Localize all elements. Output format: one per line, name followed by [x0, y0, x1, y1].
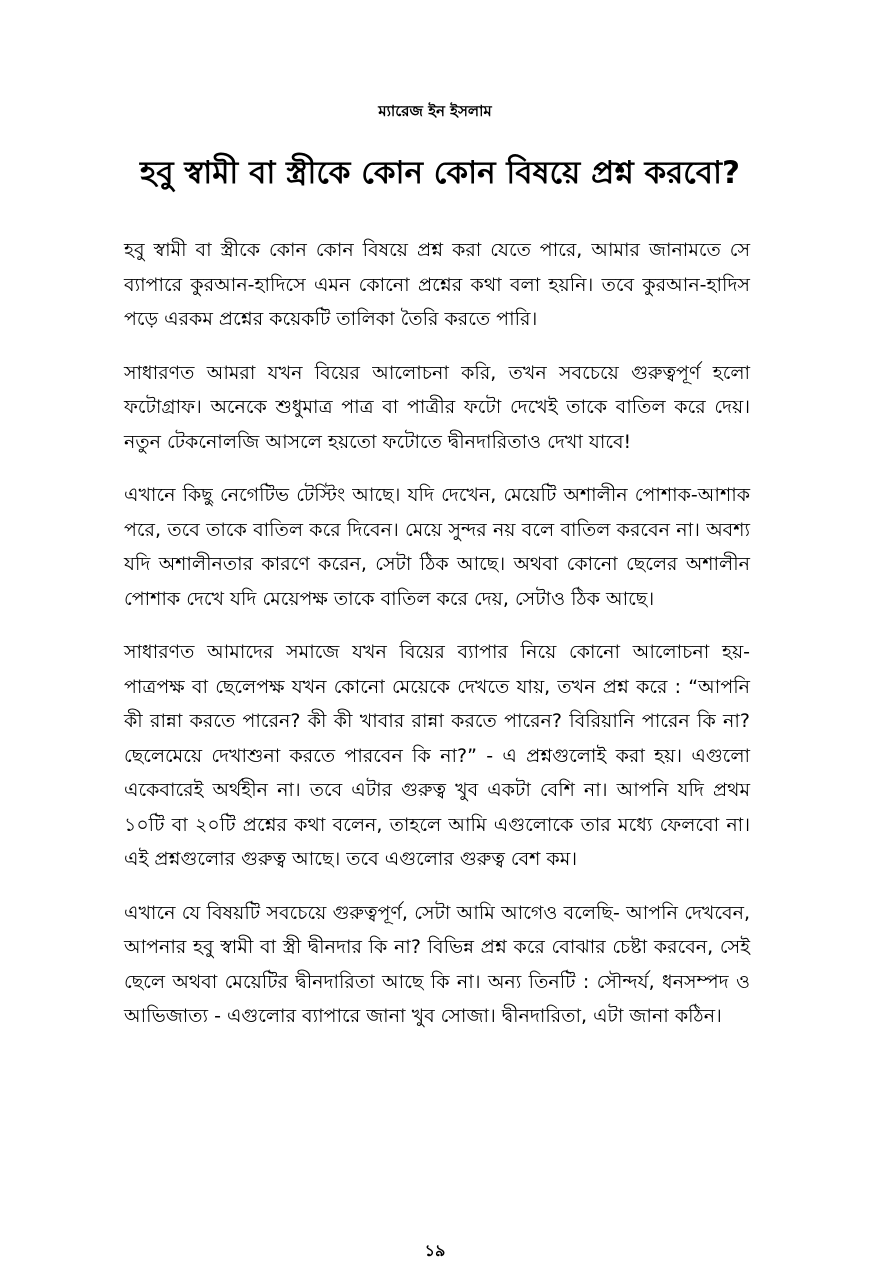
paragraph-2: সাধারণত আমরা যখন বিয়ের আলোচনা করি, তখন সবচেয়ে গুরুত্বপূর্ণ হলো ফটোগ্রাফ। অনেকে শুধুমাত্র পাত্র বা পাত্রীর ফটো দেখেই তাকে বাতিল করে দেয়। নতুন টেকনোলজি আসলে হয়তো ফটোতে দ্বীনদারিতাও দেখা যাবে! — [124, 361, 750, 453]
paragraph-5: এখানে যে বিষয়টি সবচেয়ে গুরুত্বপূর্ণ, সেটা আমি আগেও বলেছি- আপনি দেখবেন, আপনার হবু স্বামী বা স্ত্রী দ্বীনদার কি না? বিভিন্ন প্রশ্ন করে বোঝার চেষ্টা করবেন, সেই ছেলে অথবা মেয়েটির দ্বীনদারিতা আছে কি না। অন্য তিনটি : সৌন্দর্য, ধনসম্পদ ও আভিজাত্য - এগুলোর ব্যাপারে জানা খুব সোজা। দ্বীনদারিতা, এটা জানা কঠিন। — [124, 901, 750, 1027]
body-text — [124, 233, 750, 1053]
paragraph-3: এখানে কিছু নেগেটিভ টেস্টিং আছে। যদি দেখেন, মেয়েটি অশালীন পোশাক-আশাক পরে, তবে তাকে বাতিল করে দিবেন। মেয়ে সুন্দর নয় বলে বাতিল করবেন না। অবশ্য যদি অশালীনতার কারণে করেন, সেটা ঠিক আছে। অথবা কোনো ছেলের অশালীন পোশাক দেখে যদি মেয়েপক্ষ তাকে বাতিল করে দেয়, সেটাও ঠিক আছে। — [124, 484, 750, 610]
page-number: ১৯ — [424, 1241, 446, 1260]
paragraph-4: সাধারণত আমাদের সমাজে যখন বিয়ের ব্যাপার নিয়ে কোনো আলোচনা হয়- পাত্রপক্ষ বা ছেলেপক্ষ যখন কোনো মেয়েকে দেখতে যায়, তখন প্রশ্ন করে : “আপনি কী রান্না করতে পারেন? কী কী খাবার রান্না করতে পারেন? বিরিয়ানি পারেন কি না? ছেলেমেয়ে দেখাশুনা করতে পারবেন কি না?” - এ প্রশ্নগুলোই করা হয়। এগুলো একেবারেই অর্থহীন না। তবে এটার গুরুত্ব খুব একটা বেশি না। আপনি যদি প্রথম ১০টি বা ২০টি প্রশ্নের কথা বলেন, তাহলে আমি এগুলোকে তার মধ্যে ফেলবো না। এই প্রশ্নগুলোর গুরুত্ব আছে। তবে এগুলোর গুরুত্ব বেশ কম। — [124, 641, 750, 870]
running-header: ম্যারেজ ইন ইসলাম — [378, 102, 492, 120]
paragraph-1: হবু স্বামী বা স্ত্রীকে কোন কোন বিষয়ে প্রশ্ন করা যেতে পারে, আমার জানামতে সে ব্যাপারে কুরআন-হাদিসে এমন কোনো প্রশ্নের কথা বলা হয়নি। তবে কুরআন-হাদিস পড়ে এরকম প্রশ্নের কয়েকটি তালিকা তৈরি করতে পারি। — [124, 239, 750, 330]
chapter-title: হবু স্বামী বা স্ত্রীকে কোন কোন বিষয়ে প্রশ্ন করবো? — [140, 155, 740, 191]
